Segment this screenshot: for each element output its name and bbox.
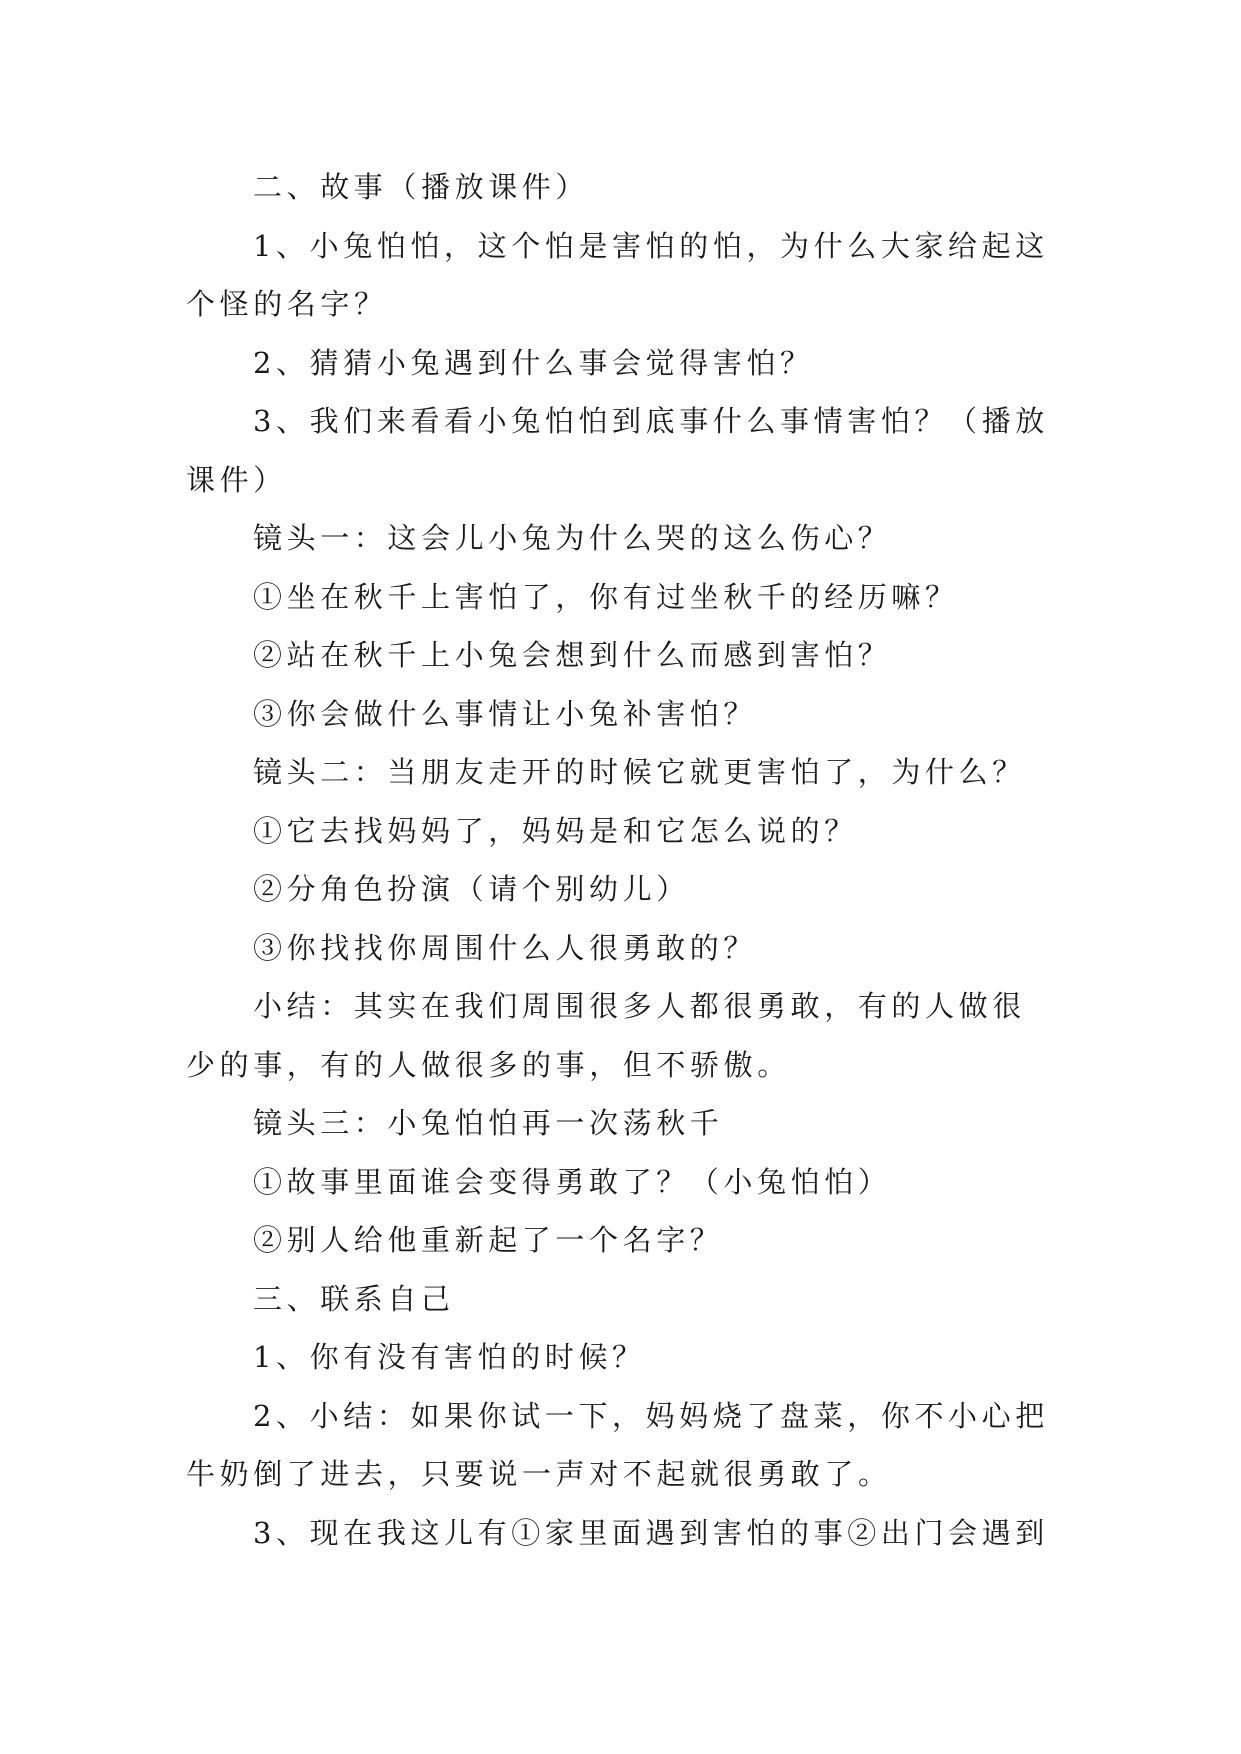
paragraph: 1、小兔怕怕，这个怕是害怕的怕，为什么大家给起这个怪的名字？ bbox=[186, 228, 1049, 321]
section-heading-connect: 三、联系自己 bbox=[253, 1281, 455, 1316]
list-item: ②站在秋千上小兔会想到什么而感到害怕？ bbox=[253, 638, 892, 672]
list-item: ③你会做什么事情让小兔补害怕？ bbox=[253, 696, 758, 731]
paragraph: 1、你有没有害怕的时候？ bbox=[253, 1340, 646, 1374]
scene-three-heading: 镜头三：小兔怕怕再一次荡秋千 bbox=[253, 1106, 724, 1140]
paragraph: 3、我们来看看小兔怕怕到底事什么事情害怕？（播放课件） bbox=[186, 404, 1049, 497]
paragraph: 2、猜猜小兔遇到什么事会觉得害怕？ bbox=[253, 345, 814, 380]
scene-one-heading: 镜头一：这会儿小兔为什么哭的这么伤心？ bbox=[253, 521, 892, 555]
document-body bbox=[186, 158, 1056, 1562]
scene-two-heading: 镜头二：当朋友走开的时候它就更害怕了，为什么？ bbox=[253, 755, 1026, 789]
summary-paragraph: 2、小结：如果你试一下，妈妈烧了盘菜，你不小心把牛奶倒了进去，只要说一声对不起就很勇敢了。 bbox=[186, 1398, 1049, 1491]
list-item: ③你找找你周围什么人很勇敢的？ bbox=[253, 930, 758, 965]
list-item: ②分角色扮演（请个别幼儿） bbox=[253, 872, 690, 906]
paragraph: 3、现在我这儿有①家里面遇到害怕的事②出门会遇到 bbox=[253, 1515, 1049, 1550]
list-item: ①坐在秋千上害怕了，你有过坐秋千的经历嘛？ bbox=[253, 579, 959, 614]
list-item: ①它去找妈妈了，妈妈是和它怎么说的？ bbox=[253, 813, 858, 848]
list-item: ②别人给他重新起了一个名字？ bbox=[253, 1223, 724, 1257]
summary-paragraph: 小结：其实在我们周围很多人都很勇敢，有的人做很少的事，有的人做很多的事，但不骄傲。 bbox=[186, 989, 1026, 1082]
list-item: ①故事里面谁会变得勇敢了？（小兔怕怕） bbox=[253, 1164, 892, 1199]
section-heading-story: 二、故事（播放课件） bbox=[253, 170, 590, 204]
